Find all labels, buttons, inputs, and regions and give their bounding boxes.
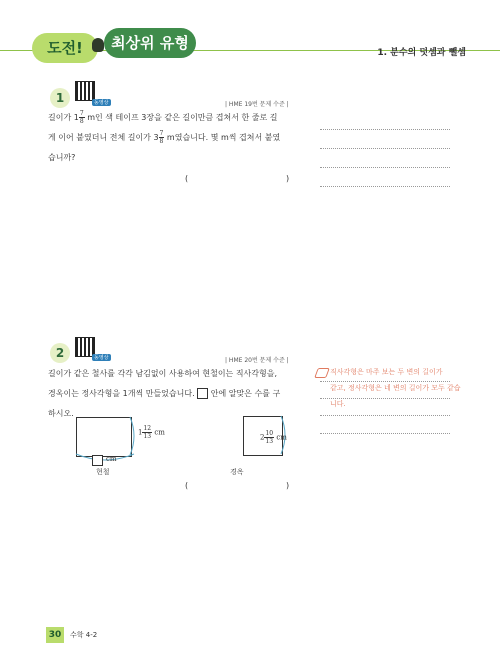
width-brace — [74, 452, 136, 464]
chapter-title: 1. 분수의 덧셈과 뺄셈 — [377, 48, 466, 58]
denominator: 13 — [265, 438, 274, 445]
text-segment: 길이가 1 — [48, 113, 79, 122]
whole-number: 1 — [138, 428, 143, 437]
video-label: 동영상 — [94, 355, 109, 361]
text-segment: m인 색 테이프 3장을 같은 길이만큼 겹쳐서 한 줄로 길 — [84, 113, 278, 122]
hint-line: 니다. — [330, 400, 346, 408]
square-owner: 경옥 — [230, 468, 244, 476]
answer-close-paren: ) — [286, 174, 290, 183]
hme-reference: | HME 20번 문제 수준 | — [225, 357, 289, 364]
unit-label: cm — [154, 428, 165, 437]
note-line — [320, 398, 450, 399]
answer-blank[interactable] — [200, 172, 280, 184]
denominator: 8 — [159, 138, 164, 145]
denominator: 8 — [79, 118, 84, 125]
note-line — [320, 148, 450, 149]
text-segment: 게 이어 붙였더니 전체 길이가 3 — [48, 133, 159, 142]
problem-line — [48, 108, 298, 128]
answer-blank[interactable] — [200, 479, 280, 491]
numerator: 12 — [143, 425, 152, 432]
note-line — [320, 433, 450, 434]
page-title: 최상위 유형 — [104, 28, 196, 58]
unknown-answer-box[interactable] — [92, 455, 103, 466]
text-segment: m였습니다. 몇 m씩 겹쳐서 붙였 — [164, 133, 281, 142]
unknown-unit: cm — [106, 455, 117, 463]
video-label: 동영상 — [94, 100, 109, 106]
problem-line: 길이가 같은 철사를 각각 남김없이 사용하여 현철이는 직사각형을, — [48, 369, 277, 378]
denominator: 13 — [143, 433, 152, 440]
numerator: 7 — [79, 110, 84, 117]
problem-line — [48, 128, 298, 148]
problem-text — [48, 364, 306, 424]
challenge-label: 도전! — [32, 33, 98, 63]
answer-box-icon — [197, 388, 208, 399]
text-segment: 경옥이는 정사각형을 1개씩 만들었습니다. — [48, 389, 198, 398]
problem-number: 1 — [50, 88, 70, 108]
unit-label: cm — [276, 433, 287, 442]
rectangle-owner: 현철 — [96, 468, 110, 476]
note-line — [320, 381, 450, 382]
answer-open-paren: ( — [185, 174, 189, 183]
hint-line: 직사각형은 마주 보는 두 변의 길이가 — [330, 368, 443, 376]
square-side-label — [260, 430, 287, 445]
whole-number: 2 — [260, 433, 265, 442]
hint-line: 같고, 정사각형은 네 변의 길이가 모두 같습 — [330, 384, 461, 392]
qr-code-icon[interactable] — [75, 81, 95, 101]
hme-reference: | HME 19번 문제 수준 | — [225, 101, 289, 108]
numerator: 10 — [265, 430, 274, 437]
problem-text — [48, 108, 298, 168]
note-line — [320, 186, 450, 187]
fraction — [264, 430, 274, 445]
note-line — [320, 167, 450, 168]
problem-line: 하시오. — [48, 409, 74, 418]
problem-line: 습니까? — [48, 153, 76, 162]
note-line — [320, 415, 450, 416]
text-segment: 안에 알맞은 수를 구 — [208, 389, 281, 398]
pencil-icon — [314, 368, 330, 378]
problem-number: 2 — [50, 343, 70, 363]
hint-text — [330, 364, 470, 412]
answer-open-paren: ( — [185, 481, 189, 490]
page-number: 30 — [46, 627, 64, 643]
problem-line — [48, 384, 306, 404]
fraction — [142, 425, 152, 440]
owl-mascot-icon — [92, 38, 104, 52]
book-title: 수학 4-2 — [70, 631, 98, 639]
note-line — [320, 129, 450, 130]
rectangle-figure — [76, 417, 132, 457]
answer-close-paren: ) — [286, 481, 290, 490]
rectangle-side-label — [138, 425, 165, 440]
numerator: 7 — [159, 130, 164, 137]
height-brace — [128, 415, 138, 457]
